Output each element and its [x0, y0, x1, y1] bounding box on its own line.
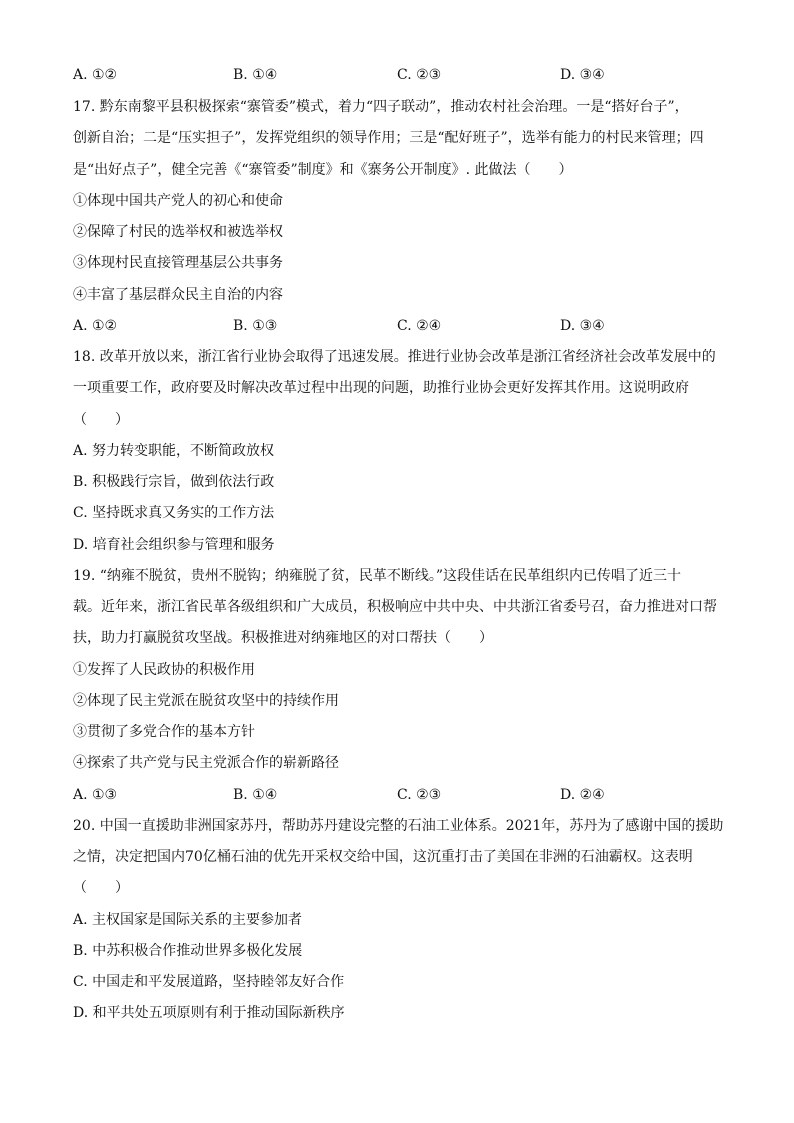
q19-item-2: ②体现了民主党派在脱贫攻坚中的持续作用: [73, 693, 339, 709]
option-c: C. ②④: [397, 318, 442, 334]
q17-item-1: ①体现中国共产党人的初心和使命: [73, 193, 283, 209]
q18-stem-line-3: （ ）: [73, 412, 129, 428]
option-a: A. ①②: [73, 67, 118, 83]
option-a: A. ①③: [73, 787, 118, 803]
q18-stem-line-2: 一项重要工作，政府要及时解决改革过程中出现的问题，助推行业协会更好发挥其作用。这说明政府: [73, 380, 689, 396]
q18-option-d: D. 培育社会组织参与管理和服务: [73, 537, 275, 553]
option-b: B. ①④: [233, 787, 278, 803]
q17-item-3: ③体现村民直接管理基层公共事务: [73, 255, 283, 271]
option-b: B. ①③: [233, 318, 278, 334]
q20-option-b: B. 中苏积极合作推动世界多极化发展: [73, 943, 303, 959]
q19-item-1: ①发挥了人民政协的积极作用: [73, 662, 255, 678]
q19-stem-line-3: 扶，助力打赢脱贫攻坚战。积极推进对纳雍地区的对口帮扶（ ）: [73, 630, 493, 646]
q20-option-c: C. 中国走和平发展道路，坚持睦邻友好合作: [73, 974, 345, 990]
option-d: D. ③④: [560, 67, 605, 83]
q19-options: [73, 786, 733, 804]
q17-stem-line-2: 创新自治；二是“压实担子”，发挥党组织的领导作用；三是“配好班子”，选举有能力的村民来管理；四: [73, 130, 704, 146]
q16-options: [73, 66, 733, 84]
option-c: C. ②③: [397, 67, 442, 83]
q19-item-4: ④探索了共产党与民主党派合作的崭新路径: [73, 755, 339, 771]
q20-option-a: A. 主权国家是国际关系的主要参加者: [73, 912, 303, 928]
q20-stem-line-2: 之情，决定把国内70亿桶石油的优先开采权交给中国，这沉重打击了美国在非洲的石油霸权。这表明: [73, 849, 693, 865]
q19-item-3: ③贯彻了多党合作的基本方针: [73, 724, 255, 740]
q20-option-d: D. 和平共处五项原则有利于推动国际新秩序: [73, 1005, 345, 1021]
option-c: C. ②③: [397, 787, 442, 803]
q18-stem-line-1: 18. 改革开放以来，浙江省行业协会取得了迅速发展。推进行业协会改革是浙江省经济社会改革发展中的: [73, 349, 716, 365]
option-a: A. ①②: [73, 318, 118, 334]
q18-option-c: C. 坚持既求真又务实的工作方法: [73, 505, 275, 521]
q19-stem-line-1: 19. “纳雍不脱贫，贵州不脱钩；纳雍脱了贫，民革不断线。”这段佳话在民革组织内已传唱了近三十: [73, 568, 682, 584]
option-d: D. ③④: [560, 318, 605, 334]
q17-item-4: ④丰富了基层群众民主自治的内容: [73, 287, 283, 303]
option-b: B. ①④: [233, 67, 278, 83]
q17-item-2: ②保障了村民的选举权和被选举权: [73, 224, 283, 240]
q17-options: [73, 317, 733, 335]
q18-option-a: A. 努力转变职能，不断简政放权: [73, 443, 275, 459]
q17-stem-line-3: 是“出好点子”，健全完善《“寨管委”制度》和《寨务公开制度》. 此做法（ ）: [73, 162, 573, 178]
q17-stem-line-1: 17. 黔东南黎平县积极探索“寨管委”模式，着力“四子联动”，推动农村社会治理。一是“搭好台子”，: [73, 99, 689, 115]
option-d: D. ②④: [560, 787, 605, 803]
q19-stem-line-2: 载。近年来，浙江省民革各级组织和广大成员，积极响应中共中央、中共浙江省委号召，奋力推进对口帮: [73, 599, 717, 615]
q18-option-b: B. 积极践行宗旨，做到依法行政: [73, 474, 275, 490]
q20-stem-line-1: 20. 中国一直援助非洲国家苏丹，帮助苏丹建设完整的石油工业体系。2021年，苏丹为了感谢中国的援助: [73, 818, 724, 834]
q20-stem-line-3: （ ）: [73, 880, 129, 896]
